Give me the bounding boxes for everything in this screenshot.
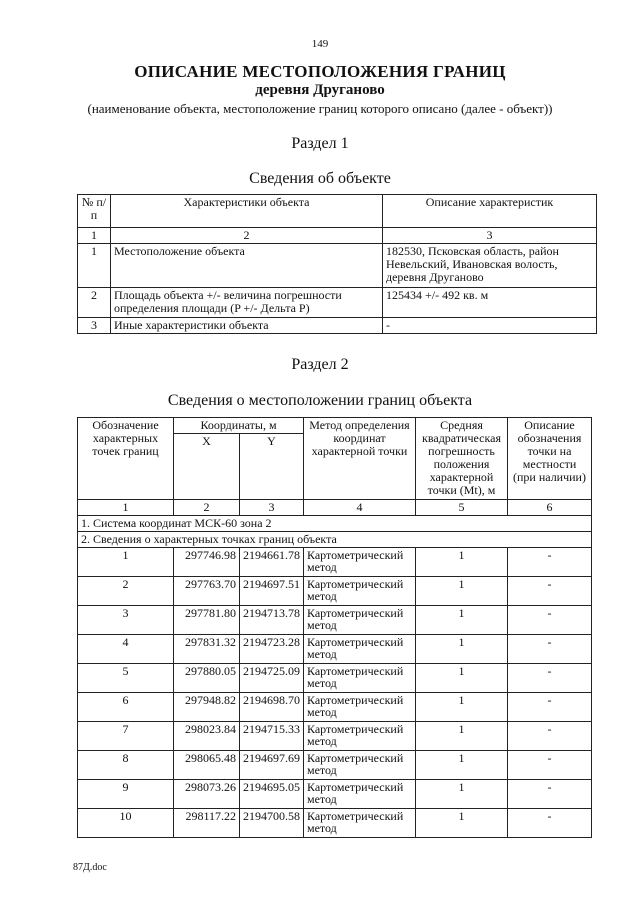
point-method: Картометрический метод [304, 780, 416, 809]
coord-y: 2194715.33 [240, 722, 304, 751]
col-number: 5 [416, 500, 508, 516]
points-header-row [78, 532, 592, 548]
point-method: Картометрический метод [304, 635, 416, 664]
col-number: 3 [383, 228, 597, 244]
table-header-row [78, 195, 597, 228]
header-y: Y [240, 434, 304, 500]
point-method: Картометрический метод [304, 577, 416, 606]
point-error: 1 [416, 751, 508, 780]
point-method: Картометрический метод [304, 693, 416, 722]
header-error: Средняя квадратическая погрешность положения характерной точки (Mt), м [416, 418, 508, 500]
row-number: 2 [78, 288, 111, 318]
table-header-row [78, 418, 592, 434]
header-number: № п/п [78, 195, 111, 228]
point-error: 1 [416, 809, 508, 838]
system-row [78, 516, 592, 532]
coord-y: 2194723.28 [240, 635, 304, 664]
point-description: - [508, 693, 592, 722]
table-row [78, 664, 592, 693]
coord-y: 2194697.69 [240, 751, 304, 780]
point-number: 5 [78, 664, 174, 693]
point-description: - [508, 606, 592, 635]
point-error: 1 [416, 722, 508, 751]
point-description: - [508, 809, 592, 838]
object-info-table [77, 194, 597, 334]
header-x: X [174, 434, 240, 500]
point-description: - [508, 548, 592, 577]
coord-x: 297763.70 [174, 577, 240, 606]
point-description: - [508, 664, 592, 693]
column-number-row [78, 228, 597, 244]
row-name: Площадь объекта +/- величина погрешности определения площади (P +/- Дельта P) [111, 288, 383, 318]
coord-x: 297880.05 [174, 664, 240, 693]
coord-x: 297746.98 [174, 548, 240, 577]
point-number: 2 [78, 577, 174, 606]
header-characteristic: Характеристики объекта [111, 195, 383, 228]
point-number: 1 [78, 548, 174, 577]
point-method: Картометрический метод [304, 751, 416, 780]
row-number: 3 [78, 318, 111, 334]
coord-x: 297948.82 [174, 693, 240, 722]
header-desc: Описание обозначения точки на местности (при наличии) [508, 418, 592, 500]
coord-y: 2194698.70 [240, 693, 304, 722]
point-error: 1 [416, 548, 508, 577]
col-number: 1 [78, 228, 111, 244]
col-number: 6 [508, 500, 592, 516]
row-value: 125434 +/- 492 кв. м [383, 288, 597, 318]
header-point: Обозначение характерных точек границ [78, 418, 174, 500]
table-row [78, 577, 592, 606]
table-row [78, 318, 597, 334]
table-row [78, 693, 592, 722]
header-coords: Координаты, м [174, 418, 304, 434]
point-error: 1 [416, 693, 508, 722]
footer-filename: 87Д.doc [73, 862, 107, 873]
point-description: - [508, 780, 592, 809]
table-row [78, 606, 592, 635]
section2-subheading: Сведения о местоположении границ объекта [167, 392, 473, 409]
coord-y: 2194725.09 [240, 664, 304, 693]
coord-y: 2194700.58 [240, 809, 304, 838]
section2-heading: Раздел 2 [291, 356, 349, 373]
point-number: 4 [78, 635, 174, 664]
table-row [78, 548, 592, 577]
coord-x: 297831.32 [174, 635, 240, 664]
table-row [78, 780, 592, 809]
point-description: - [508, 577, 592, 606]
point-method: Картометрический метод [304, 548, 416, 577]
section1-subheading: Сведения об объекте [249, 170, 391, 187]
point-number: 9 [78, 780, 174, 809]
table-row [78, 751, 592, 780]
coord-x: 298117.22 [174, 809, 240, 838]
point-number: 3 [78, 606, 174, 635]
row-number: 1 [78, 244, 111, 288]
point-number: 6 [78, 693, 174, 722]
point-error: 1 [416, 780, 508, 809]
table-row [78, 722, 592, 751]
point-error: 1 [416, 664, 508, 693]
coord-x: 298065.48 [174, 751, 240, 780]
document-title: ОПИСАНИЕ МЕСТОПОЛОЖЕНИЯ ГРАНИЦ [134, 62, 506, 81]
point-method: Картометрический метод [304, 722, 416, 751]
points-section-label: 2. Сведения о характерных точках границ объекта [78, 532, 592, 548]
point-error: 1 [416, 606, 508, 635]
page-number: 149 [311, 38, 329, 50]
coord-y: 2194713.78 [240, 606, 304, 635]
point-method: Картометрический метод [304, 809, 416, 838]
col-number: 1 [78, 500, 174, 516]
col-number: 2 [111, 228, 383, 244]
point-method: Картометрический метод [304, 664, 416, 693]
col-number: 2 [174, 500, 240, 516]
coordinate-system: 1. Система координат МСК-60 зона 2 [78, 516, 592, 532]
document-note: (наименование объекта, местоположение границ которого описано (далее - объект)) [87, 101, 553, 116]
header-method: Метод определения координат характерной точки [304, 418, 416, 500]
row-value: 182530, Псковская область, район Невельский, Ивановская волость, деревня Друганово [383, 244, 597, 288]
coord-y: 2194695.05 [240, 780, 304, 809]
boundary-points-table [77, 417, 592, 838]
point-number: 7 [78, 722, 174, 751]
table-row [78, 288, 597, 318]
point-number: 8 [78, 751, 174, 780]
section1-heading: Раздел 1 [291, 135, 349, 152]
row-value: - [383, 318, 597, 334]
table-row [78, 635, 592, 664]
col-number: 4 [304, 500, 416, 516]
point-error: 1 [416, 577, 508, 606]
table-row [78, 809, 592, 838]
point-number: 10 [78, 809, 174, 838]
col-number: 3 [240, 500, 304, 516]
coord-x: 298073.26 [174, 780, 240, 809]
coord-y: 2194661.78 [240, 548, 304, 577]
document-subtitle: деревня Друганово [255, 82, 385, 98]
point-description: - [508, 722, 592, 751]
coord-x: 297781.80 [174, 606, 240, 635]
coord-y: 2194697.51 [240, 577, 304, 606]
point-error: 1 [416, 635, 508, 664]
coord-x: 298023.84 [174, 722, 240, 751]
row-name: Иные характеристики объекта [111, 318, 383, 334]
point-method: Картометрический метод [304, 606, 416, 635]
row-name: Местоположение объекта [111, 244, 383, 288]
point-description: - [508, 635, 592, 664]
point-description: - [508, 751, 592, 780]
table-row [78, 244, 597, 288]
column-number-row [78, 500, 592, 516]
header-description: Описание характеристик [383, 195, 597, 228]
